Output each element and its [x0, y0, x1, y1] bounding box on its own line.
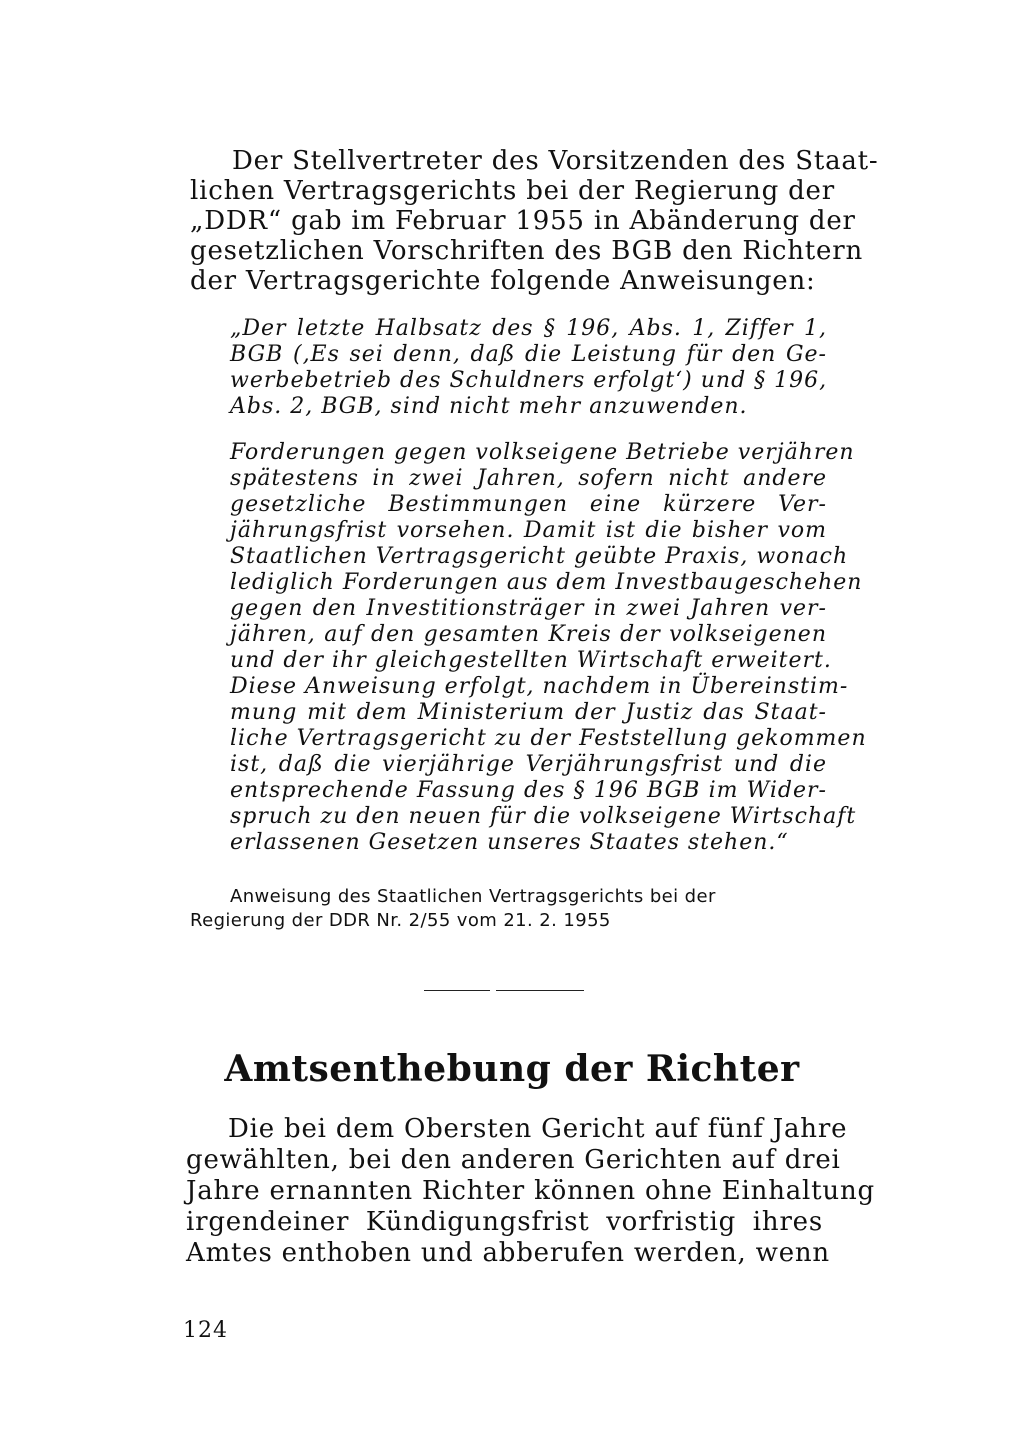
quote-2-line-4: jährungsfrist vorsehen. Damit ist die bisher vom — [230, 518, 827, 543]
citation-line-2: Regierung der DDR Nr. 2/55 vom 21. 2. 1955 — [190, 910, 611, 931]
quote-1-line-1: „Der letzte Halbsatz des § 196, Abs. 1, Ziffer 1, — [230, 316, 827, 341]
quote-1-line-3: werbebetrieb des Schuldners erfolgt‘) und § 196, — [230, 368, 828, 393]
quote-2-line-8: jähren, auf den gesamten Kreis der volkseigenen — [230, 622, 827, 647]
quote-2-line-2: spätestens in zwei Jahren, sofern nicht andere — [230, 466, 827, 491]
section-divider-right — [496, 990, 584, 991]
quote-1-line-4: Abs. 2, BGB, sind nicht mehr anzuwenden. — [230, 394, 748, 419]
section-heading: Amtsenthebung der Richter — [224, 1048, 800, 1090]
quote-2-line-14: entsprechende Fassung des § 196 BGB im Wider- — [230, 778, 827, 803]
quote-2-line-10: Diese Anweisung erfolgt, nachdem in Übereinstim- — [230, 674, 849, 699]
section-line-2: gewählten, bei den anderen Gerichten auf drei — [186, 1145, 841, 1175]
intro-line-5: der Vertragsgerichte folgende Anweisungen: — [190, 266, 816, 296]
quote-2-line-11: mung mit dem Ministerium der Justiz das Staat- — [230, 700, 827, 725]
quote-2-line-15: spruch zu den neuen für die volkseigene Wirtschaft — [230, 804, 857, 829]
quote-1-line-2: BGB (‚Es sei denn, daß die Leistung für den Ge- — [230, 342, 827, 367]
quote-2-line-6: lediglich Forderungen aus dem Investbaugeschehen — [230, 570, 863, 595]
quote-2-line-9: und der ihr gleichgestellten Wirtschaft erweitert. — [230, 648, 832, 673]
page-number: 124 — [183, 1318, 228, 1343]
section-line-4: irgendeiner Kündigungsfrist vorfristig ihres — [186, 1207, 823, 1237]
intro-line-1: Der Stellvertreter des Vorsitzenden des Staat- — [232, 146, 879, 176]
section-divider-left — [424, 990, 490, 991]
quote-2-line-5: Staatlichen Vertragsgericht geübte Praxis, wonach — [230, 544, 849, 569]
intro-line-4: gesetzlichen Vorschriften des BGB den Richtern — [190, 236, 863, 266]
intro-line-2: lichen Vertragsgerichts bei der Regierung der — [190, 176, 835, 206]
section-line-3: Jahre ernannten Richter können ohne Einhaltung — [186, 1176, 875, 1206]
quote-2-line-12: liche Vertragsgericht zu der Feststellung gekommen — [230, 726, 867, 751]
quote-2-line-3: gesetzliche Bestimmungen eine kürzere Ver- — [230, 492, 827, 517]
section-line-1: Die bei dem Obersten Gericht auf fünf Jahre — [228, 1114, 848, 1144]
quote-2-line-16: erlassenen Gesetzen unseres Staates stehen.“ — [230, 830, 789, 855]
section-line-5: Amtes enthoben und abberufen werden, wenn — [186, 1238, 830, 1268]
quote-2-line-13: ist, daß die vierjährige Verjährungsfrist und die — [230, 752, 827, 777]
quote-2-line-7: gegen den Investitionsträger in zwei Jahren ver- — [230, 596, 827, 621]
citation-line-1: Anweisung des Staatlichen Vertragsgerichts bei der — [230, 886, 716, 907]
intro-line-3: „DDR“ gab im Februar 1955 in Abänderung der — [190, 206, 856, 236]
quote-2-line-1: Forderungen gegen volkseigene Betriebe verjähren — [230, 440, 855, 465]
